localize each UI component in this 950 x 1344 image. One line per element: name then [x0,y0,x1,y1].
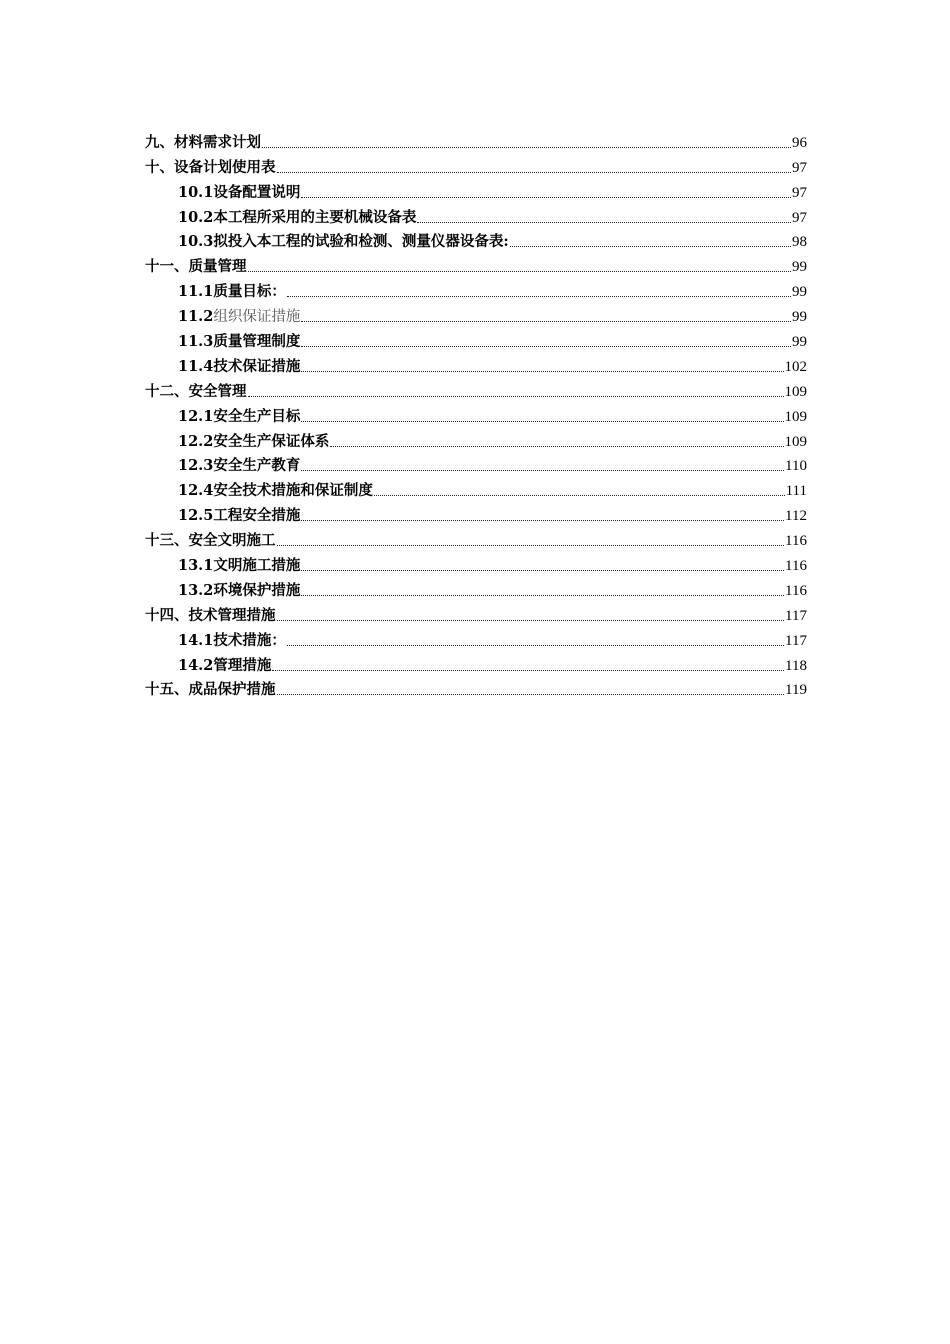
toc-entry-title-text: 组织保证措施 [213,309,301,326]
toc-leader-dots [277,171,792,173]
table-of-contents [145,127,807,699]
toc-entry-title: 11.1质量目标： [178,283,286,301]
toc-entry-page: 116 [785,558,807,575]
toc-entry-title: 14.1技术措施： [178,631,286,649]
toc-entry[interactable] [145,202,807,227]
toc-leader-dots [301,420,783,422]
toc-entry-page: 118 [785,657,807,674]
toc-entry[interactable] [145,276,807,301]
toc-entry-page: 111 [785,483,807,500]
toc-leader-dots [374,494,785,496]
toc-entry-page: 112 [785,508,807,525]
toc-entry-page: 117 [785,632,807,649]
toc-entry[interactable] [145,251,807,276]
toc-entry[interactable] [145,301,807,326]
toc-entry[interactable] [145,127,807,152]
toc-entry[interactable] [145,475,807,500]
toc-entry-page: 110 [785,458,807,475]
toc-entry-page: 99 [792,259,807,276]
toc-leader-dots [330,445,783,447]
toc-entry[interactable] [145,227,807,252]
toc-leader-dots [248,395,784,397]
toc-leader-dots [417,221,791,223]
toc-entry-page: 109 [784,408,807,425]
toc-entry-title: 九、材料需求计划 [145,133,261,151]
toc-leader-dots [287,295,791,297]
toc-entry-title: 十五、成品保护措施 [145,681,276,699]
toc-entry-title: 十二、安全管理 [145,382,247,400]
toc-entry[interactable] [145,376,807,401]
toc-entry-title: 十、设备计划使用表 [145,158,276,176]
toc-leader-dots [277,544,785,546]
toc-entry-number: 11.2 [178,308,214,326]
toc-leader-dots [287,644,784,646]
toc-entry-page: 109 [784,433,807,450]
toc-entry-title: 十四、技术管理措施 [145,606,276,624]
toc-entry-page: 99 [792,309,807,326]
toc-entry[interactable] [145,451,807,476]
toc-entry-page: 98 [792,234,807,251]
toc-entry-page: 109 [784,383,807,400]
toc-leader-dots [301,196,791,198]
toc-entry-title: 13.1文明施工措施 [178,557,301,575]
toc-leader-dots [510,245,791,247]
toc-entry[interactable] [145,525,807,550]
toc-entry[interactable] [145,600,807,625]
toc-leader-dots [301,594,784,596]
toc-entry-title: 10.1设备配置说明 [178,183,301,201]
toc-entry-title: 10.2本工程所采用的主要机械设备表 [178,208,417,226]
toc-leader-dots [301,469,784,471]
toc-entry-page: 97 [792,184,807,201]
toc-entry[interactable] [145,575,807,600]
toc-leader-dots [277,693,785,695]
toc-entry-title: 10.3拟投入本工程的试验和检测、测量仪器设备表: [178,233,509,251]
toc-entry-title: 十一、质量管理 [145,258,247,276]
toc-leader-dots [301,345,791,347]
toc-entry[interactable] [145,426,807,451]
toc-leader-dots [301,370,783,372]
toc-entry-page: 99 [792,334,807,351]
toc-entry[interactable] [145,177,807,202]
toc-entry[interactable] [145,351,807,376]
toc-leader-dots [301,519,784,521]
toc-entry-page: 102 [784,358,807,375]
toc-entry[interactable] [145,401,807,426]
toc-entry[interactable] [145,326,807,351]
toc-entry-title: 11.4技术保证措施 [178,357,301,375]
toc-leader-dots [262,146,791,148]
toc-entry-title [178,308,300,326]
toc-entry[interactable] [145,675,807,700]
toc-leader-dots [272,669,784,671]
toc-leader-dots [277,619,785,621]
toc-entry-page: 117 [785,607,807,624]
toc-entry-title: 十三、安全文明施工 [145,532,276,550]
toc-entry-title: 12.1安全生产目标 [178,407,301,425]
toc-entry-page: 97 [792,159,807,176]
toc-leader-dots [301,569,784,571]
toc-entry-page: 99 [792,284,807,301]
toc-entry[interactable] [145,625,807,650]
toc-entry-page: 119 [785,682,807,699]
toc-entry[interactable] [145,152,807,177]
toc-entry-page: 116 [785,533,807,550]
toc-entry-title: 14.2管理措施 [178,656,272,674]
toc-entry-title: 12.5工程安全措施 [178,507,301,525]
toc-entry-title: 11.3质量管理制度 [178,333,301,351]
toc-entry-page: 96 [792,134,807,151]
toc-entry[interactable] [145,550,807,575]
toc-entry-title: 12.3安全生产教育 [178,457,301,475]
toc-entry[interactable] [145,650,807,675]
toc-leader-dots [248,270,792,272]
toc-entry-page: 116 [785,582,807,599]
toc-entry-page: 97 [792,209,807,226]
toc-entry-title: 12.4安全技术措施和保证制度 [178,482,373,500]
toc-entry-title: 13.2环境保护措施 [178,581,301,599]
toc-leader-dots [301,320,791,322]
toc-entry-title: 12.2安全生产保证体系 [178,432,330,450]
toc-entry[interactable] [145,500,807,525]
